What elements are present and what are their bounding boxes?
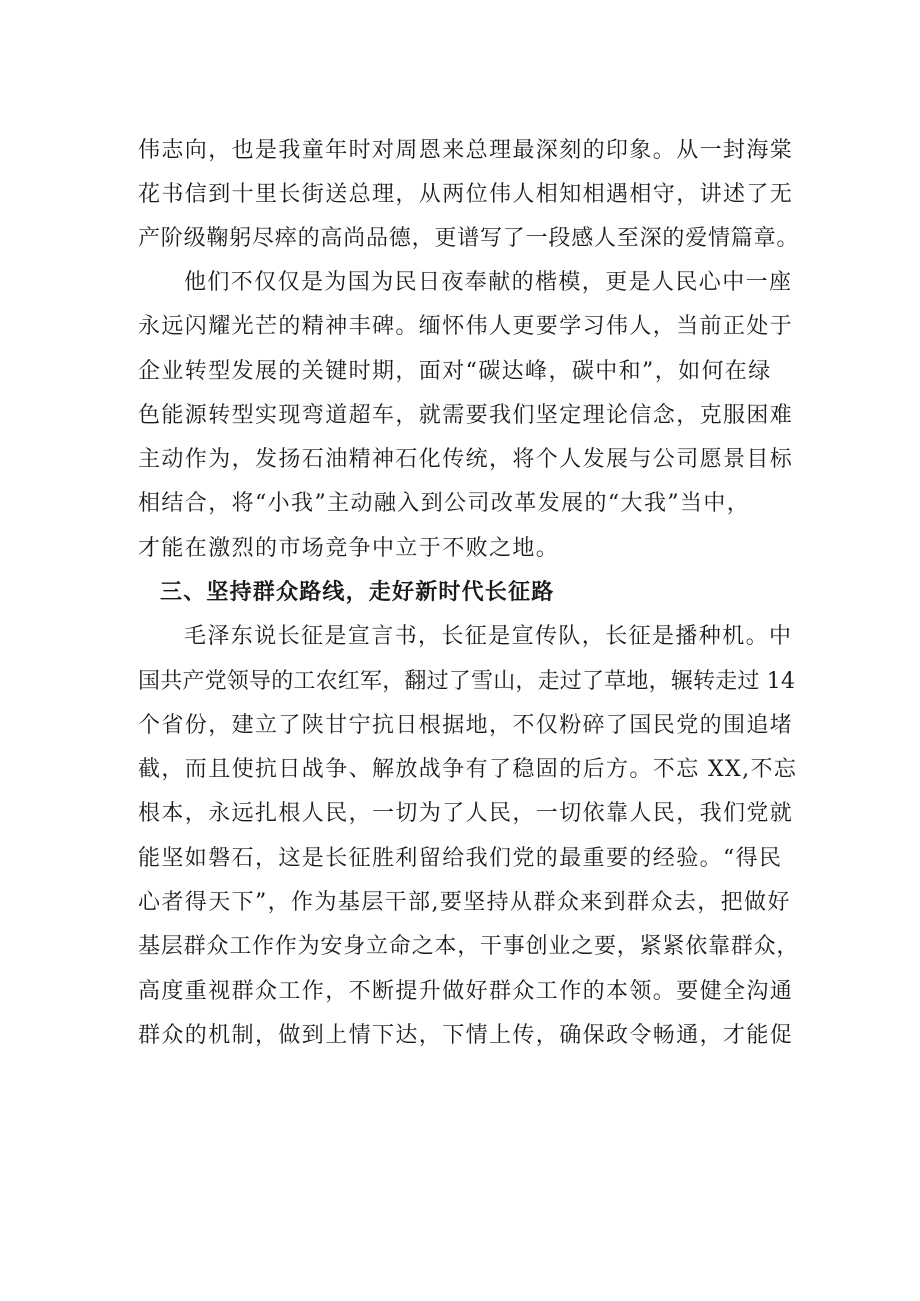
paragraph-line: 才能在激烈的市场竞争中立于不败之地。 (138, 536, 560, 561)
paragraph-line: 色能源转型实现弯道超车，就需要我们坚定理论信念，克服困难 (138, 403, 794, 428)
paragraph-line: 花书信到十里长街送总理，从两位伟人相知相遇相守，讲述了无 (138, 182, 794, 207)
paragraph-line: 个省份，建立了陕甘宁抗日根据地，不仅粉碎了国民党的围追堵 (138, 713, 794, 738)
paragraph-line: 他们不仅仅是为国为民日夜奉献的楷模，更是人民心中一座 (184, 270, 793, 295)
paragraph-line: 企业转型发展的关键时期，面对“碳达峰，碳中和”，如何在绿 (138, 359, 772, 384)
paragraph-line: 群众的机制，做到上情下达，下情上传，确保政令畅通，才能促 (138, 1023, 794, 1048)
paragraph-line: 国共产党领导的工农红军，翻过了雪山，走过了草地，辗转走过 14 (138, 669, 796, 694)
paragraph-line: 截，而且使抗日战争、解放战争有了稳固的后方。不忘 XX,不忘 (138, 757, 798, 782)
paragraph-line: 基层群众工作作为安身立命之本，干事创业之要，紧紧依靠群众， (138, 934, 800, 959)
paragraph-line: 主动作为，发扬石油精神石化传统，将个人发展与公司愿景目标 (138, 447, 794, 472)
paragraph-line: 伟志向，也是我童年时对周恩来总理最深刻的印象。从一封海棠 (138, 138, 794, 163)
paragraph-line: 毛泽东说长征是宣言书，长征是宣传队，长征是播种机。中 (184, 624, 793, 649)
paragraph-line: 相结合，将“小我”主动融入到公司改革发展的“大我”当中， (138, 491, 751, 516)
paragraph-line: 心者得天下”，作为基层干部,要坚持从群众来到群众去，把做好 (138, 890, 791, 915)
paragraph-line: 根本，永远扎根人民，一切为了人民，一切依靠人民，我们党就 (138, 801, 794, 826)
paragraph-line: 产阶级鞠躬尽瘁的高尚品德，更谱写了一段感人至深的爱情篇章。 (138, 226, 800, 251)
section-heading: 三、坚持群众路线，走好新时代长征路 (160, 580, 555, 605)
paragraph-line: 高度重视群众工作，不断提升做好群众工作的本领。要健全沟通 (138, 979, 794, 1004)
paragraph-line: 永远闪耀光芒的精神丰碑。缅怀伟人更要学习伟人，当前正处于 (138, 314, 794, 339)
paragraph-line: 能坚如磐石，这是长征胜利留给我们党的最重要的经验。“得民 (138, 846, 783, 871)
